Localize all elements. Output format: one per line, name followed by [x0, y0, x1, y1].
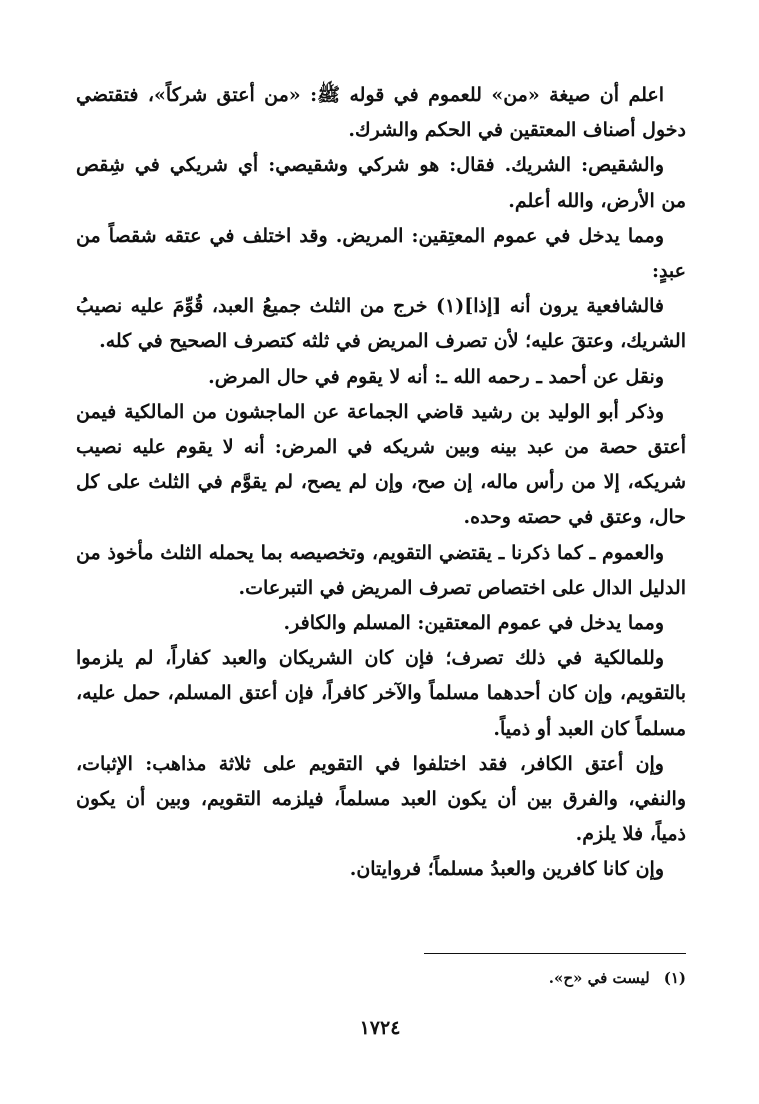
paragraph: فالشافعية يرون أنه [إذا](١) خرج من الثلث جميعُ العبد، قُوِّمَ عليه نصيبُ الشريك، وعتقَ عليه؛ لأن تصرف المريض في ثلثه كتصرف الصحيح في كله. — [76, 295, 686, 353]
paragraph: وذكر أبو الوليد بن رشيد قاضي الجماعة عن الماجشون من المالكية فيمن أعتق حصة من عبد بينه وبين شريكه في المرض: أنه لا يقوم عليه نصيب شريكه، إلا من رأس ماله، إن صح، وإن لم يصح، لم يقوَّم في الثلث على كل حال، وعتق في حصته وحده. — [76, 400, 686, 529]
footnote-text: ليست في «ح». — [548, 969, 650, 987]
main-text — [76, 78, 686, 888]
paragraph: ونقل عن أحمد ـ رحمه الله ـ: أنه لا يقوم في حال المرض. — [208, 365, 664, 388]
page-number: ١٧٢٤ — [359, 1017, 401, 1039]
paragraph: وإن أعتق الكافر، فقد اختلفوا في التقويم على ثلاثة مذاهب: الإثبات، والنفي، والفرق بين أن يكون العبد مسلماً، فيلزمه التقويم، وبين أن يكون ذمياً، فلا يلزم. — [76, 752, 686, 846]
paragraph: وللمالكية في ذلك تصرف؛ فإن كان الشريكان والعبد كفاراً، لم يلزموا بالتقويم، وإن كان أحدهما مسلماً والآخر كافراً، فإن أعتق المسلم، حمل عليه، مسلماً كان العبد أو ذمياً. — [76, 647, 686, 740]
footnote-marker: (١) — [663, 969, 686, 987]
paragraph: اعلم أن صيغة «من» للعموم في قوله ﷺ: «من أعتق شركاً»، فتقتضي دخول أصناف المعتقين في الحكم والشرك. — [76, 84, 686, 142]
footnote-divider — [424, 953, 686, 954]
footnote — [300, 966, 686, 990]
paragraph: والعموم ـ كما ذكرنا ـ يقتضي التقويم، وتخصيصه بما يحمله الثلث مأخوذ من الدليل الدال على اختصاص تصرف المريض في التبرعات. — [76, 541, 686, 599]
paragraph: والشقيص: الشريك. فقال: هو شركي وشقيصي: أي شريكي في شِقص من الأرض، والله أعلم. — [76, 154, 686, 212]
paragraph: وإن كانا كافرين والعبدُ مسلماً؛ فروايتان. — [349, 858, 664, 881]
paragraph: ومما يدخل في عموم المعتِقين: المريض. وقد اختلف في عتقه شقصاً من عبدٍ: — [76, 224, 686, 283]
paragraph: ومما يدخل في عموم المعتقين: المسلم والكافر. — [283, 612, 664, 635]
